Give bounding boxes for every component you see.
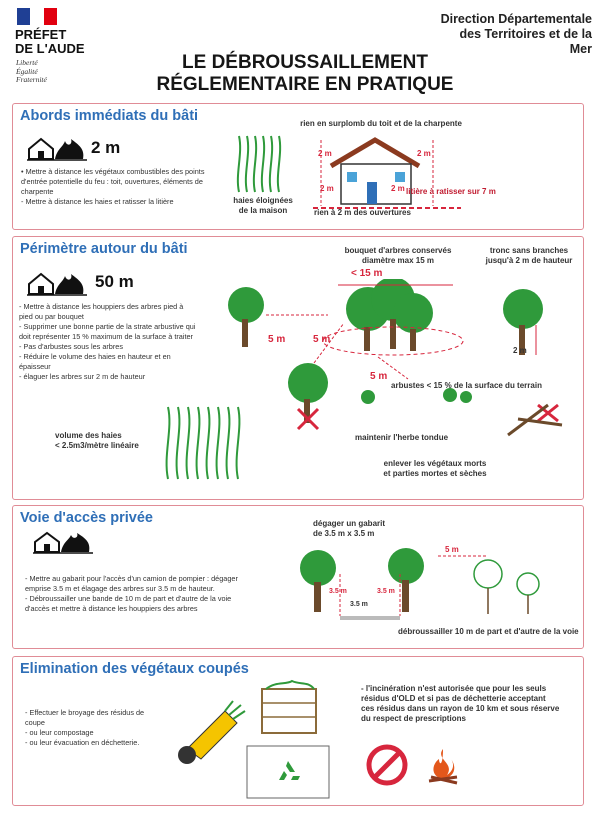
hedge-volume-label: volume des haies < 2.5m3/mètre linéaire: [55, 431, 139, 450]
section-title: Voie d'accès privée: [20, 510, 153, 526]
distance-mark: 3.5 m: [350, 601, 368, 608]
trunk-label: tronc sans branches jusqu'à 2 m de hauteur: [485, 246, 573, 265]
band-label: débroussailler 10 m de part et d'autre de la voie: [398, 627, 579, 636]
list-item: - élaguer les arbres sur 2 m de hauteur: [19, 372, 146, 381]
list-item: - Effectuer le broyage des résidus de coupe: [25, 708, 145, 727]
shrubs-label: arbustes < 15 % de la surface du terrain: [391, 381, 542, 390]
gauge-label: dégager un gabarit de 3.5 m x 3.5 m: [313, 519, 386, 538]
list-item: - Mettre à distance les haies et ratisser la litière: [21, 197, 174, 206]
house-fire-icon: [27, 270, 89, 296]
litter-label: litière à ratisser sur 7 m: [406, 187, 496, 196]
hedge-icon: [235, 134, 283, 194]
list-item: - Mettre à distance les houppiers des arbres pied à pied ou par bouquet: [19, 302, 184, 321]
direction-name: Direction Départementale des Territoires et de la Mer: [440, 12, 592, 56]
bullet-list: [25, 708, 165, 748]
section-perimetre: [12, 236, 584, 500]
section-title: Abords immédiats du bâti: [20, 108, 199, 124]
distance-value: 50 m: [95, 272, 134, 291]
distance-mark: 5 m: [313, 334, 331, 345]
section-elimination: [12, 656, 584, 806]
compost-bin-icon: [258, 679, 320, 737]
french-flag-icon: [17, 8, 57, 25]
prohibited-icon: [365, 743, 409, 787]
bullet-list: [19, 302, 199, 382]
list-item: - Débroussailler une bande de 10 m de part et d'autre de la voie d'accès et mettre à distance les houppiers des arbres: [25, 594, 232, 613]
dead-vegetation-label: enlever les végétaux morts et parties mortes et sèches: [383, 459, 487, 478]
distance-mark: 2 m: [391, 184, 405, 193]
wood-chipper-icon: [173, 695, 251, 767]
list-item: - Mettre au gabarit pour l'accès d'un camion de pompier : dégager emprise 3.5 m et élagage des arbres sur 3.5 m de hauteur.: [25, 574, 238, 593]
house-fire-icon: [33, 530, 95, 554]
page-title: LE DÉBROUSSAILLEMENT RÉGLEMENTAIRE EN PRATIQUE: [156, 52, 454, 95]
roof-label: rien en surplomb du toit et de la charpente: [300, 119, 462, 128]
bullet-list: [25, 574, 240, 614]
distance-mark: 5 m: [370, 371, 388, 382]
distance-value: 2 m: [91, 138, 121, 157]
incineration-notice: - l'incinération n'est autorisée que pour les seuls résidus d'OLD et si pas de déchetterie acceptant ces résidus dans un rayon de 10 km et sous réserve du respect de prescriptions: [361, 684, 560, 723]
bullet-list: [21, 167, 221, 207]
distance-mark: 2 m: [320, 184, 334, 193]
list-item: - ou leur compostage: [25, 728, 94, 737]
campfire-icon: [425, 747, 461, 785]
bouquet-label: bouquet d'arbres conservés diamètre max 15 m: [344, 246, 452, 265]
distance-mark: 2 m: [417, 149, 431, 158]
hedge-label: haies éloignées de la maison: [233, 196, 293, 215]
tree-spacing-diagram: [218, 279, 568, 449]
access-road-diagram: [288, 544, 553, 626]
house-clearance-diagram: [313, 136, 461, 216]
distance-mark: 2 m: [318, 149, 332, 158]
bouquet-width: < 15 m: [351, 268, 383, 279]
distance-mark: 3.5 m: [377, 588, 395, 595]
republic-motto: Liberté Égalité Fraternité: [16, 58, 47, 84]
distance-mark: 5 m: [445, 545, 459, 554]
list-item: - ou leur évacuation en déchetterie.: [25, 738, 140, 747]
list-item: • Mettre à distance les végétaux combustibles des points d'entrée potentielle du feu : toit, ouvertures, éléments de charpente: [21, 167, 205, 196]
prefet-logo-text: PRÉFET DE L'AUDE: [15, 27, 85, 56]
list-item: - Pas d'arbustes sous les arbres: [19, 342, 124, 351]
distance-mark: 3.5 m: [329, 588, 347, 595]
list-item: - Supprimer une bonne partie de la strate arbustive qui doit représenter 15 % maximum de la surface à traiter: [19, 322, 196, 341]
section-title: Elimination des végétaux coupés: [20, 661, 249, 677]
openings-label: rien à 2 m des ouvertures: [314, 208, 411, 217]
recycling-icon: [246, 745, 330, 799]
distance-mark: 5 m: [268, 334, 286, 345]
section-title: Périmètre autour du bâti: [20, 241, 188, 257]
grass-label: maintenir l'herbe tondue: [355, 433, 449, 442]
list-item: - Réduire le volume des haies en hauteur et en épaisseur: [19, 352, 171, 371]
distance-mark: 2 m: [513, 346, 527, 355]
house-fire-icon: [27, 135, 89, 161]
section-voie-acces: [12, 505, 584, 649]
section-abords-immediats: [12, 103, 584, 230]
